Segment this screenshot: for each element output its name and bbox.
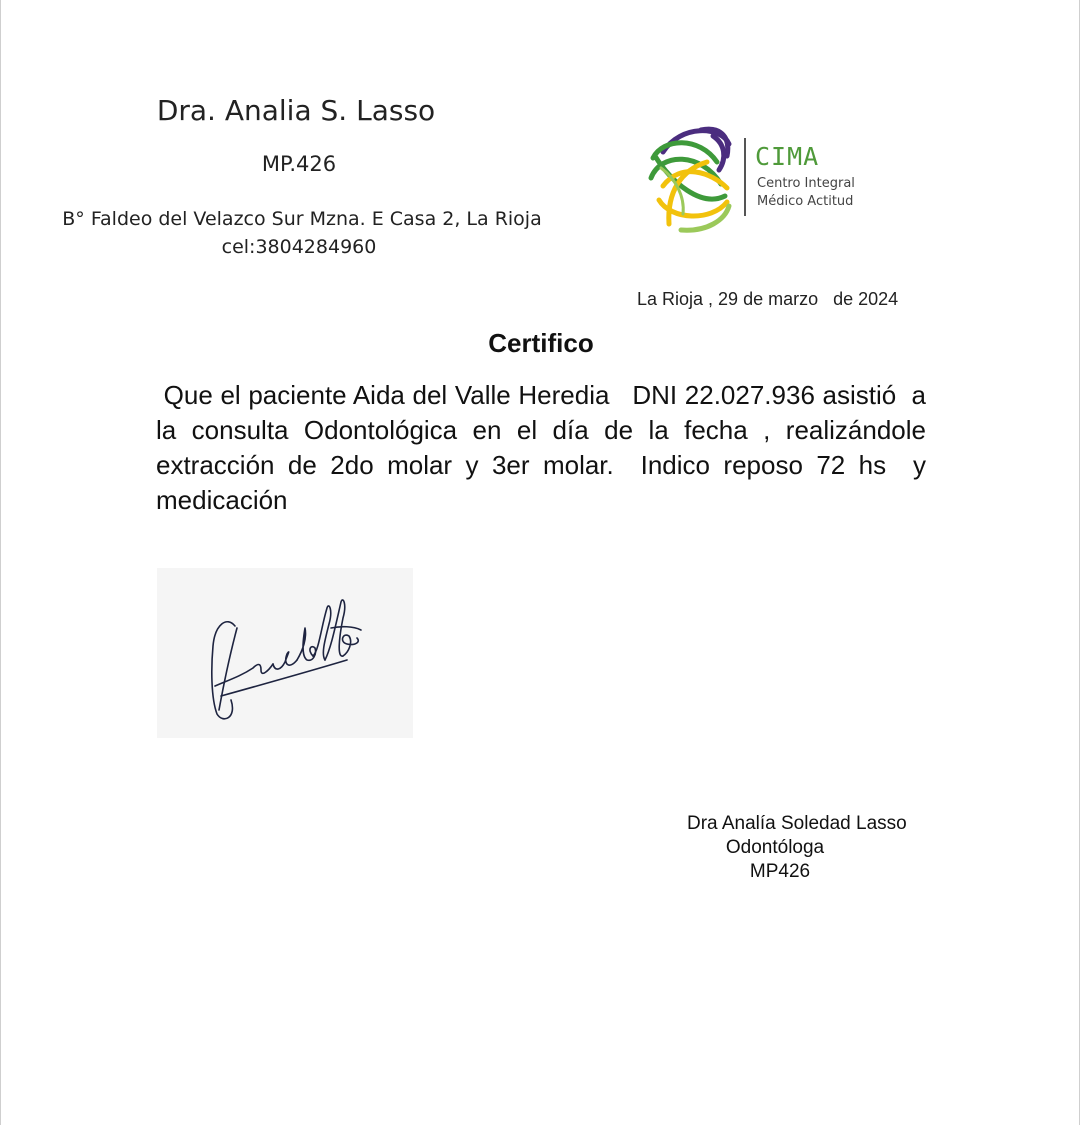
doctor-name: Dra. Analia S. Lasso bbox=[156, 94, 436, 127]
logo-title: CIMA bbox=[755, 142, 820, 171]
logo-subtitle-2: Médico Actitud bbox=[757, 194, 854, 209]
signer-name: Dra Analía Soledad Lasso bbox=[687, 813, 907, 834]
signature-icon bbox=[157, 568, 413, 738]
doctor-phone: cel:3804284960 bbox=[221, 236, 377, 258]
document-title: Certifico bbox=[488, 328, 594, 358]
certificate-body: Que el paciente Aida del Valle Heredia DNI 22.027.936 asistió a la consulta Odontológica en el día de la fecha , realizándole extracción de 2do molar y 3er molar. Indico reposo 72 hs y medicación bbox=[156, 380, 934, 515]
signer-license: MP426 bbox=[749, 861, 811, 882]
doctor-license: MP.426 bbox=[261, 152, 337, 176]
logo-subtitle-1: Centro Integral bbox=[757, 176, 855, 191]
signature-block bbox=[687, 812, 923, 884]
doctor-address: B° Faldeo del Velazco Sur Mzna. E Casa 2, La Rioja bbox=[62, 208, 542, 230]
signer-profession: Odontóloga bbox=[725, 837, 825, 858]
signature-image bbox=[157, 568, 413, 738]
document-date: La Rioja , 29 de marzo de 2024 bbox=[637, 289, 899, 309]
